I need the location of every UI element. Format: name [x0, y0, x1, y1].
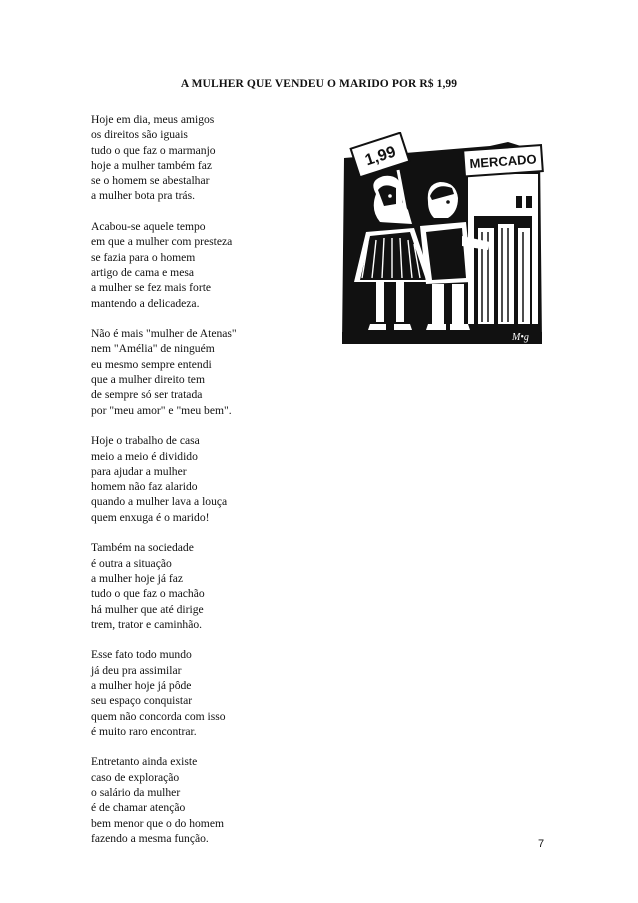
verse-line: hoje a mulher também faz	[91, 158, 213, 172]
verse-line: bem menor que o do homem	[91, 816, 224, 830]
verse-line: homem não faz alarido	[91, 480, 198, 494]
verse-line: quando a mulher lava a louça	[91, 495, 228, 509]
stanza	[91, 112, 351, 204]
verse-line: Entretanto ainda existe	[91, 755, 198, 769]
verse-line: já deu pra assimilar	[91, 663, 182, 677]
stanza	[91, 433, 351, 525]
verse-line: a mulher se fez mais forte	[91, 281, 212, 295]
verse-line: eu mesmo sempre entendi	[91, 357, 212, 371]
verse-line: Esse fato todo mundo	[91, 648, 192, 662]
verse-line: em que a mulher com presteza	[91, 235, 233, 249]
stanza	[91, 754, 351, 846]
verse-line: caso de exploração	[91, 770, 180, 784]
verse-line: Hoje o trabalho de casa	[91, 434, 200, 448]
poem-body	[91, 112, 351, 846]
store-sign	[463, 145, 543, 176]
verse-line: que a mulher direito tem	[91, 373, 205, 387]
verse-line: mantendo a delicadeza.	[91, 296, 200, 310]
verse-line: Acabou-se aquele tempo	[91, 220, 206, 234]
verse-line: é muito raro encontrar.	[91, 724, 197, 738]
verse-line: tudo o que faz o machão	[91, 587, 205, 601]
verse-line: os direitos são iguais	[91, 128, 188, 142]
verse-line: quem enxuga é o marido!	[91, 510, 210, 524]
stanza	[91, 326, 351, 418]
verse-line: de sempre só ser tratada	[91, 388, 203, 402]
verse-line: Hoje em dia, meus amigos	[91, 113, 215, 126]
verse-line: é de chamar atenção	[91, 801, 186, 815]
price-tag-label: 1,99	[363, 143, 398, 170]
verse-line: por "meu amor" e "meu bem".	[91, 403, 232, 417]
stanza	[91, 219, 351, 311]
verse-line: é outra a situação	[91, 556, 172, 570]
stanza	[91, 540, 351, 632]
verse-line: fazendo a mesma função.	[91, 831, 209, 845]
verse-line: se o homem se abestalhar	[91, 174, 210, 188]
verse-line: a mulher hoje já faz	[91, 571, 184, 585]
verse-line: tudo o que faz o marmanjo	[91, 143, 216, 157]
verse-line: se fazia para o homem	[91, 250, 196, 264]
verse-line: a mulher bota pra trás.	[91, 189, 195, 203]
verse-line: o salário da mulher	[91, 786, 181, 800]
store-facade	[468, 174, 538, 326]
verse-line: seu espaço conquistar	[91, 694, 193, 708]
verse-line: artigo de cama e mesa	[91, 265, 195, 279]
verse-line: Não é mais "mulher de Atenas"	[91, 327, 237, 341]
verse-line: nem "Amélia" de ninguém	[91, 342, 215, 356]
verse-line: para ajudar a mulher	[91, 464, 187, 478]
poem-title: A MULHER QUE VENDEU O MARIDO POR R$ 1,99	[180, 78, 458, 90]
artist-signature: M•g	[512, 332, 529, 343]
stanza	[91, 647, 351, 739]
store-sign-label: MERCADO	[469, 151, 538, 172]
woodcut-illustration	[340, 132, 546, 346]
verse-line: quem não concorda com isso	[91, 709, 226, 723]
verse-line: trem, trator e caminhão.	[91, 617, 203, 631]
page-number: 7	[538, 838, 545, 850]
verse-line: Também na sociedade	[91, 541, 194, 555]
verse-line: meio a meio é dividido	[91, 449, 198, 463]
verse-line: há mulher que até dirige	[91, 602, 204, 616]
verse-line: a mulher hoje já pôde	[91, 678, 192, 692]
